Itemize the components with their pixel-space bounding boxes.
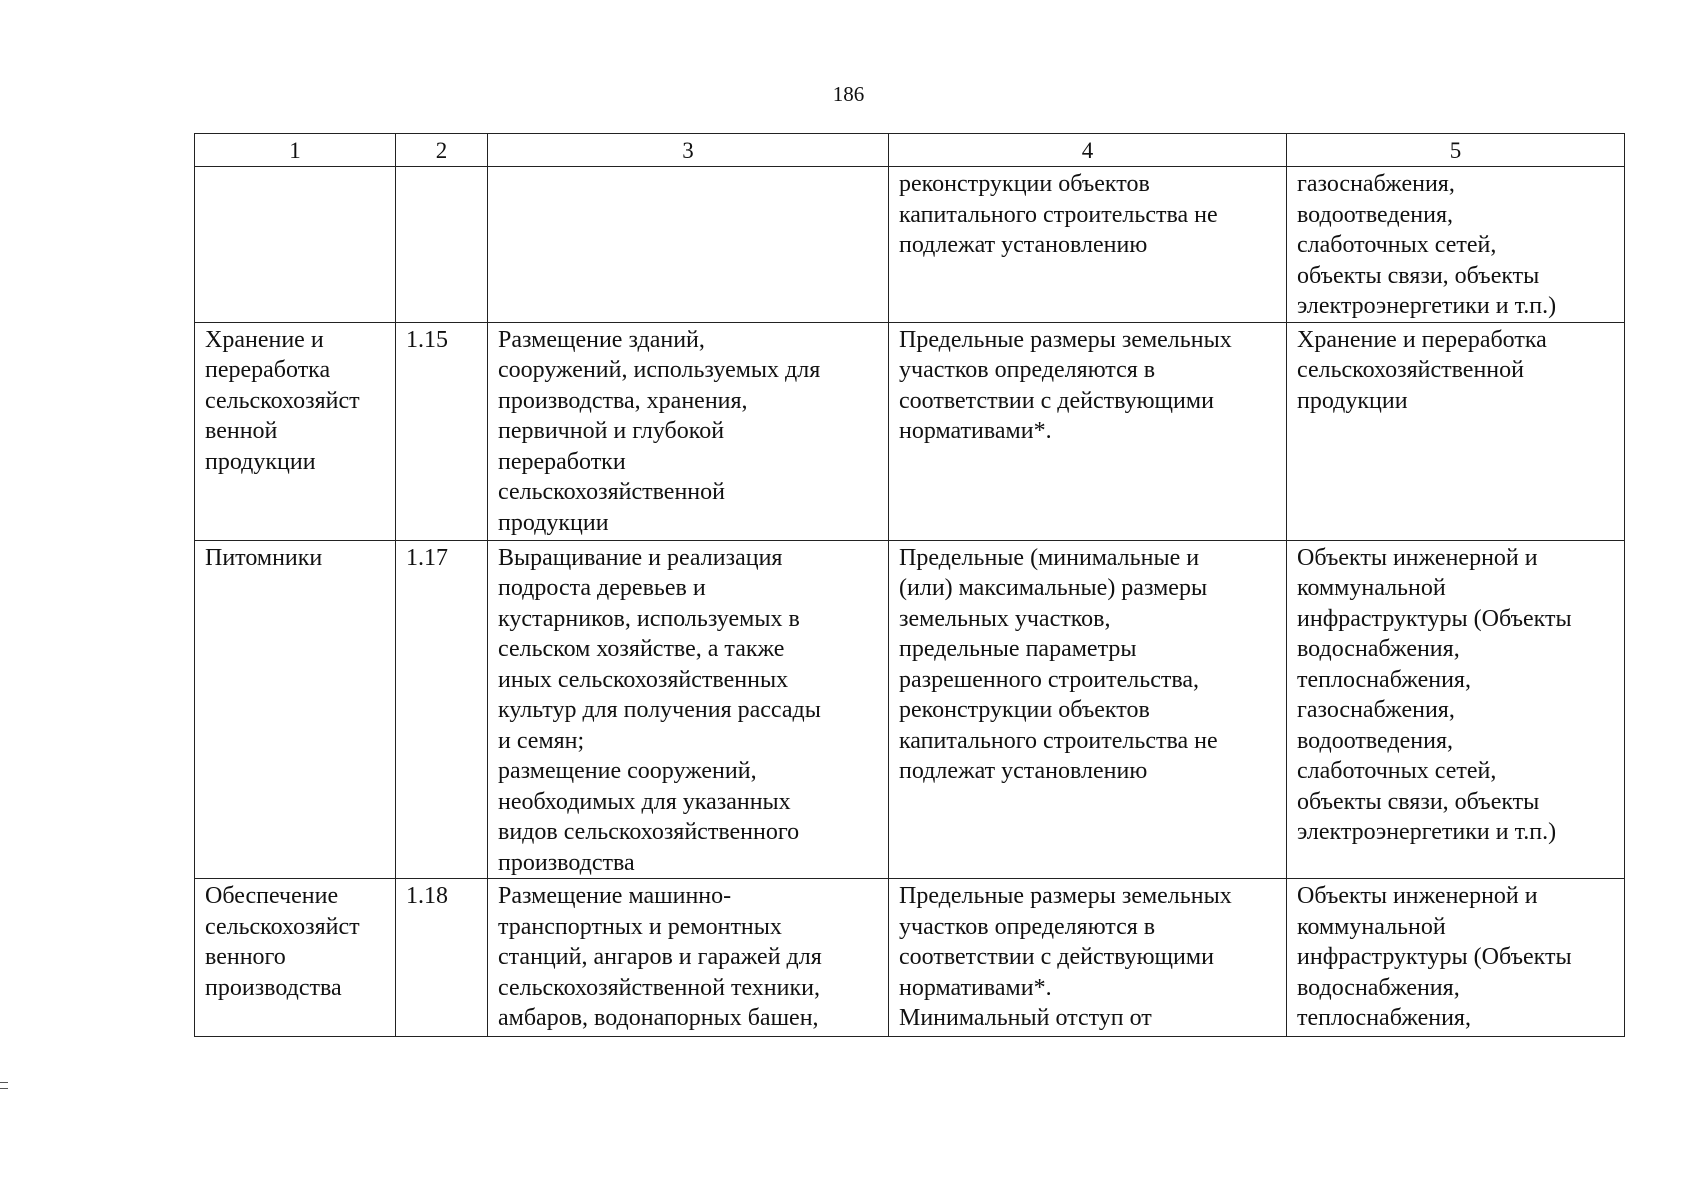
header-col-1: 1: [195, 134, 396, 167]
table-row: [195, 167, 1625, 323]
cell-code-text: 1.18: [406, 883, 448, 909]
cell-description-text: Выращивание и реализация подроста деревьев и кустарников, используемых в сельском хозяйстве, а также иных сельскохозяйственных культур для получения рассады и семян; размещение сооружений, необходимых для указанных видов сельскохозяйственного производства: [498, 544, 821, 876]
cell-parameters-text: Предельные размеры земельных участков определяются в соответствии с действующими нормативами*. Минимальный отступ от: [899, 883, 1232, 1031]
cell-objects-text: Объекты инженерной и коммунальной инфраструктуры (Объекты водоснабжения, теплоснабжения, газоснабжения, водоотведения, слаботочных сетей, объекты связи, объекты электроэнергетики и т.п.): [1297, 544, 1572, 845]
cell-code-text: 1.15: [406, 326, 448, 353]
cell-code: [396, 322, 488, 540]
table-header: [195, 134, 1625, 167]
cell-parameters: [889, 879, 1287, 1037]
cell-code-text: 1.17: [406, 544, 448, 571]
cell-name: [195, 879, 396, 1037]
cell-objects: [1287, 322, 1625, 540]
header-col-3: 3: [488, 134, 889, 167]
cell-parameters-text: реконструкции объектов капитального строительства не подлежат установлению: [899, 171, 1218, 258]
page-number: 186: [832, 82, 865, 106]
cell-parameters-text: Предельные размеры земельных участков определяются в соответствии с действующими нормативами*.: [899, 326, 1232, 444]
cell-name: [195, 322, 396, 540]
cell-objects: [1287, 167, 1625, 323]
cell-code: [396, 540, 488, 879]
cell-parameters: [889, 540, 1287, 879]
table-row: [195, 322, 1625, 540]
cell-description-text: Размещение машинно- транспортных и ремонтных станций, ангаров и гаражей для сельскохозяйственной техники, амбаров, водонапорных башен,: [498, 883, 822, 1031]
cell-description-text: Размещение зданий, сооружений, используемых для производства, хранения, первичной и глубокой переработки сельскохозяйственной продукции: [498, 326, 821, 536]
cell-description: [488, 540, 889, 879]
cell-code: [396, 167, 488, 323]
header-col-4: 4: [889, 134, 1287, 167]
cell-objects-text: газоснабжения, водоотведения, слаботочных сетей, объекты связи, объекты электроэнергетики и т.п.): [1297, 171, 1557, 319]
cell-name-text: Хранение и переработка сельскохозяйст венной продукции: [205, 326, 360, 475]
scan-edge-mark: [0, 1082, 8, 1089]
cell-parameters-text: Предельные (минимальные и (или) максимальные) размеры земельных участков, предельные параметры разрешенного строительства, реконструкции объектов капитального строительства не подлежат установлению: [899, 544, 1218, 784]
cell-objects: [1287, 879, 1625, 1037]
table-row: [195, 879, 1625, 1037]
cell-name: [195, 540, 396, 879]
table-row: [195, 540, 1625, 879]
cell-name-text: Питомники: [205, 544, 323, 571]
cell-objects: [1287, 540, 1625, 879]
cell-name: [195, 167, 396, 323]
cell-objects-text: Объекты инженерной и коммунальной инфраструктуры (Объекты водоснабжения, теплоснабжения,: [1297, 883, 1572, 1031]
table-body: [195, 167, 1625, 1037]
cell-description: [488, 322, 889, 540]
cell-code: [396, 879, 488, 1037]
cell-objects-text: Хранение и переработка сельскохозяйственной продукции: [1297, 326, 1547, 414]
cell-description: [488, 167, 889, 323]
header-row: [195, 134, 1625, 167]
cell-description: [488, 879, 889, 1037]
header-col-5: 5: [1287, 134, 1625, 167]
land-use-table: [194, 133, 1625, 1037]
cell-parameters: [889, 167, 1287, 323]
header-col-2: 2: [396, 134, 488, 167]
cell-name-text: Обеспечение сельскохозяйст венного производства: [205, 883, 360, 1001]
cell-parameters: [889, 322, 1287, 540]
